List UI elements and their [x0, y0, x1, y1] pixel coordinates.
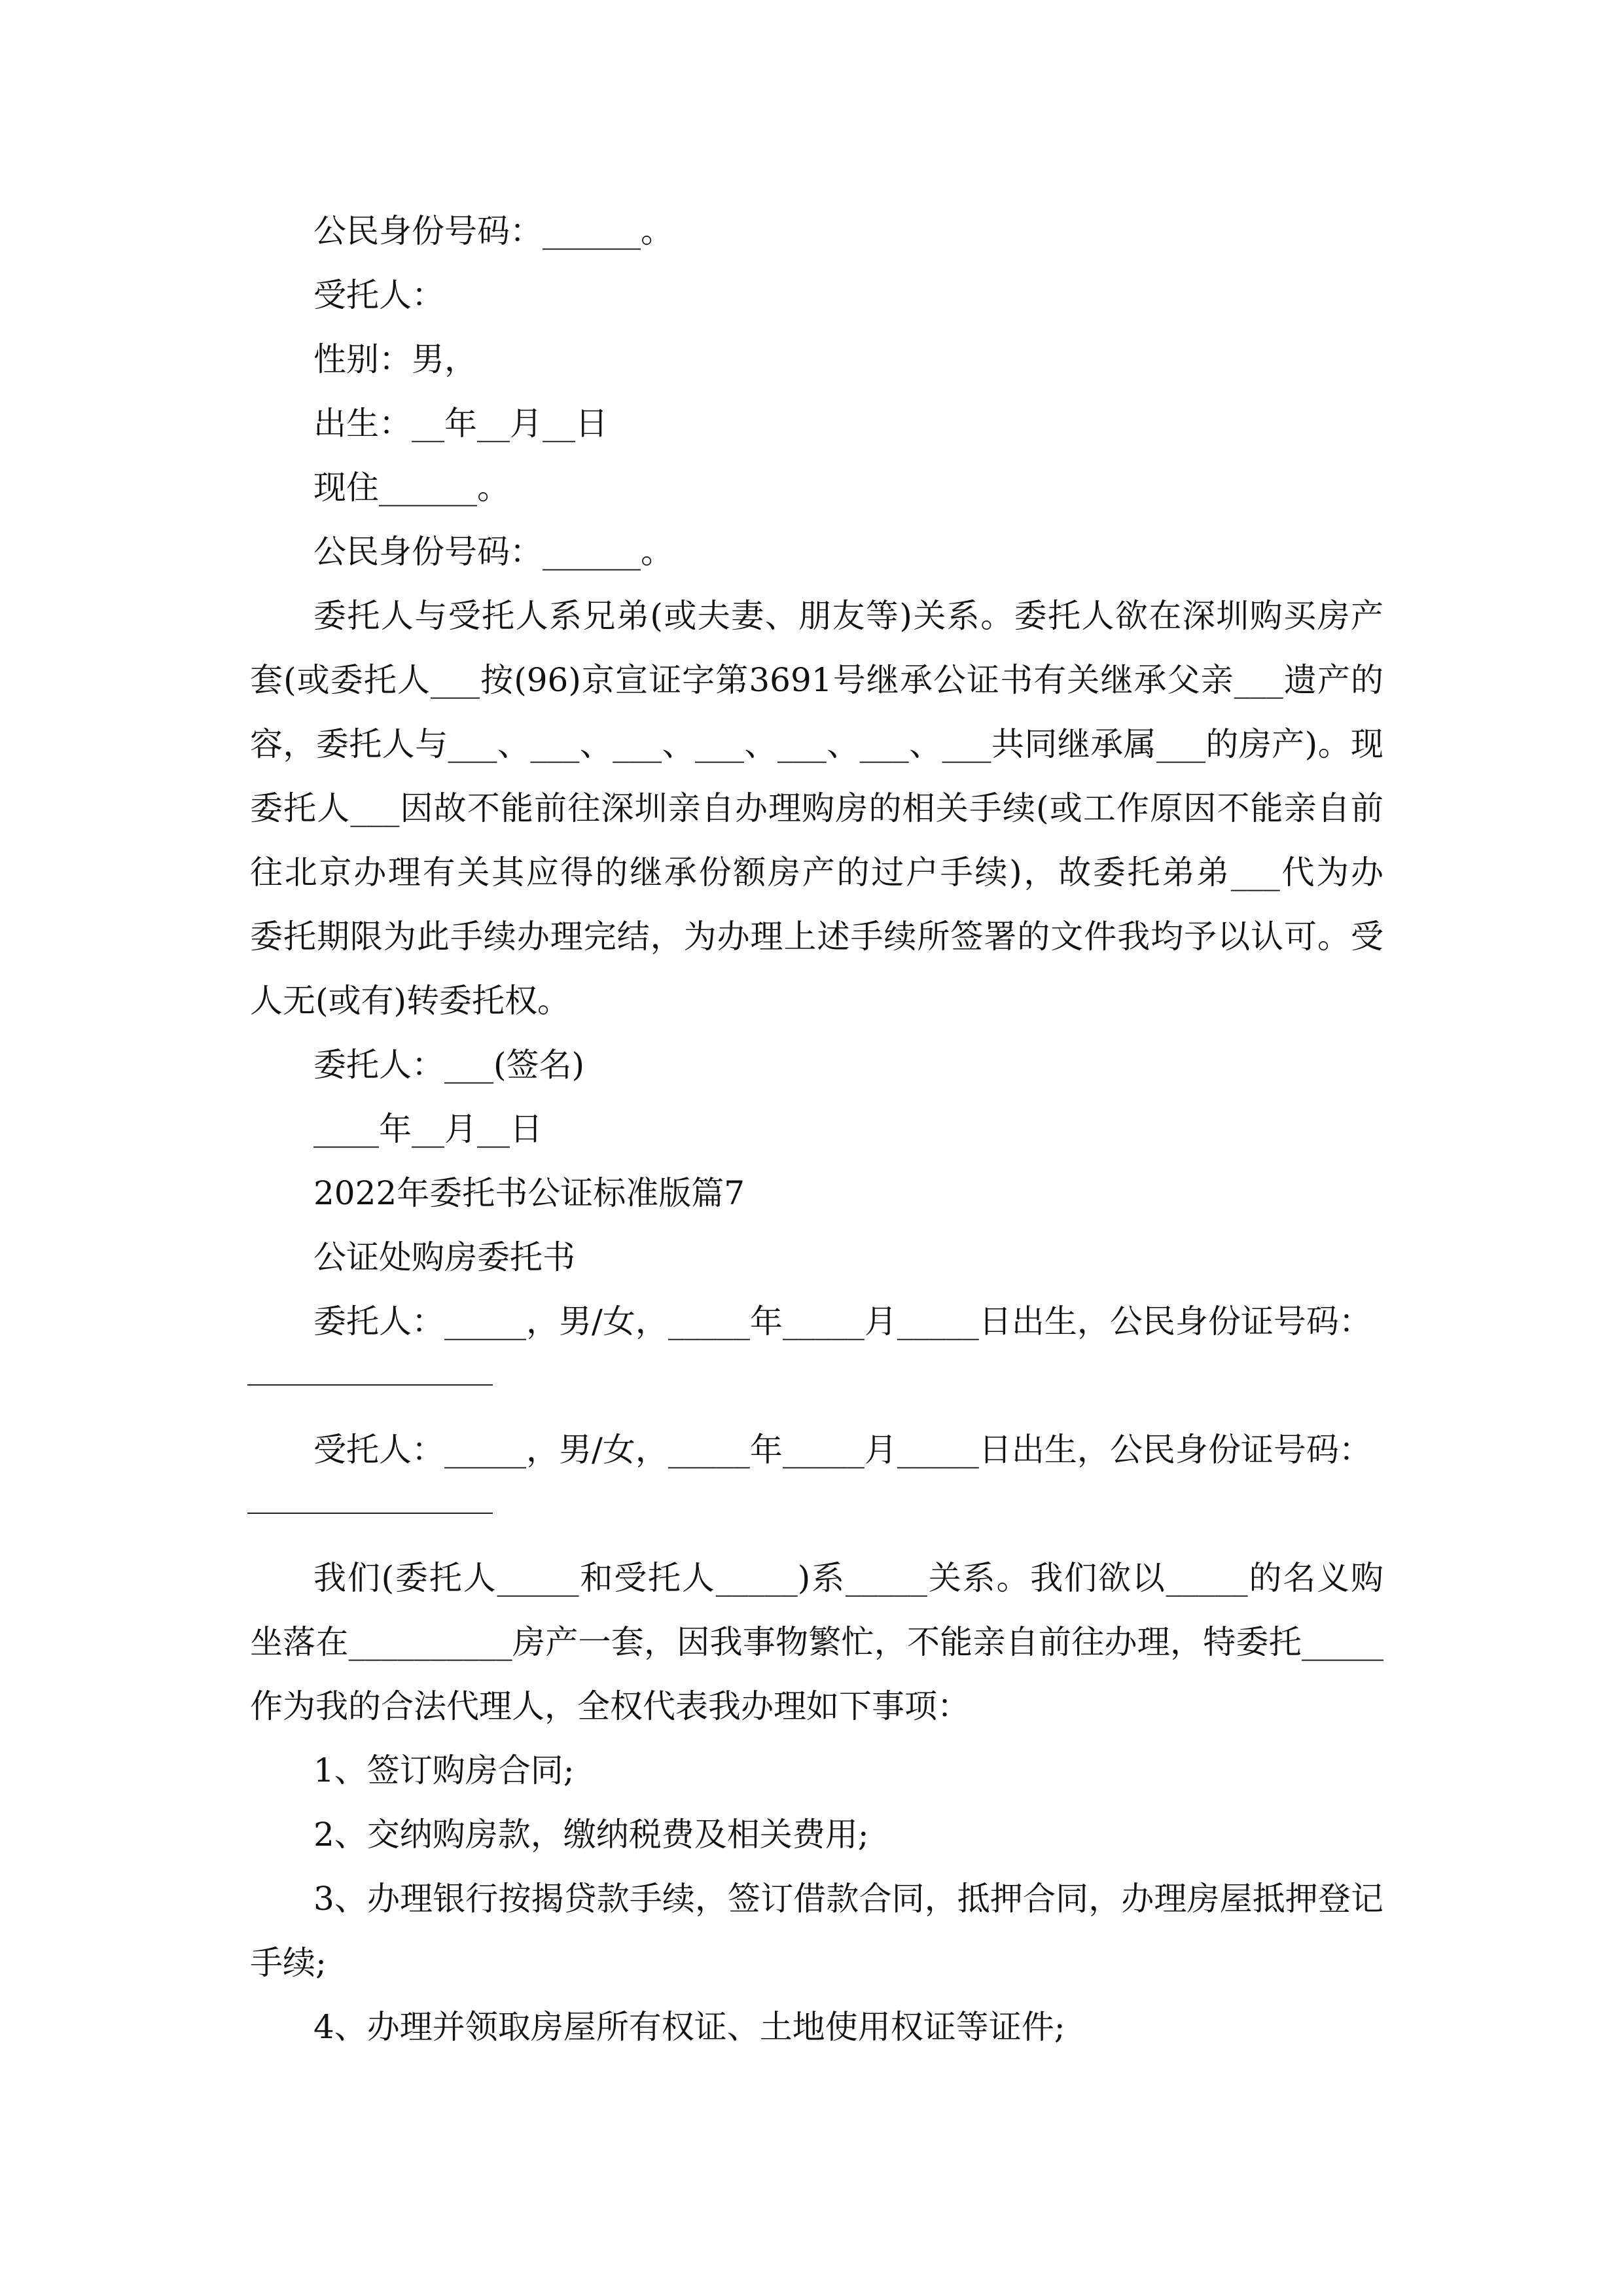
text-line: 委托人：___(签名) [313, 1046, 585, 1084]
document-body [250, 199, 1383, 2059]
text-line: 人无(或有)转委托权。 [250, 982, 571, 1020]
text-line: 受托人： [313, 276, 444, 314]
text-line: 4、办理并领取房屋所有权证、土地使用权证等证件; [313, 2008, 1065, 2046]
text-line: 坐落在__________房产一套，因我事物繁忙，不能亲自前往办理，特委托_____ [250, 1623, 1383, 1661]
text-line: 套(或委托人___按(96)京宣证字第3691号继承公证书有关继承父亲___遗产的 [250, 661, 1383, 699]
text-line: 受托人：_____，男/女，_____年_____月_____日出生，公民身份证号码： [313, 1431, 1372, 1469]
blank-fill-line [250, 1354, 1383, 1418]
text-line: 委托人___因故不能前往深圳亲自办理购房的相关手续(或工作原因不能亲自前 [250, 789, 1383, 827]
text-line: 公民身份号码：______。 [313, 212, 673, 250]
text-line: ____年__月__日 [313, 1110, 543, 1148]
text-line: 2、交纳购房款，缴纳税费及相关费用; [313, 1816, 869, 1854]
text-line: 2022年委托书公证标准版篇7 [313, 1174, 745, 1212]
text-line: 往北京办理有关其应得的继承份额房产的过户手续)，故委托弟弟___代为办 [250, 853, 1383, 891]
text-line: 委托人与受托人系兄弟(或夫妻、朋友等)关系。委托人欲在深圳购买房产 [313, 597, 1383, 635]
text-line: 公证处购房委托书 [313, 1238, 575, 1276]
text-line: 性别：男， [313, 340, 477, 378]
text-line: 公民身份号码：______。 [313, 533, 673, 571]
underline-blank [247, 1384, 493, 1386]
text-line: 作为我的合法代理人，全权代表我办理如下事项： [250, 1687, 970, 1725]
blank-fill-line [250, 1482, 1383, 1546]
text-line: 出生：__年__月__日 [313, 404, 608, 442]
text-line: 手续; [250, 1944, 327, 1982]
underline-blank [247, 1513, 493, 1514]
text-line: 3、办理银行按揭贷款手续，签订借款合同，抵押合同，办理房屋抵押登记 [313, 1880, 1383, 1918]
text-line: 1、签订购房合同; [313, 1751, 575, 1789]
text-line: 现住______。 [313, 469, 510, 507]
text-line: 我们(委托人_____和受托人_____)系_____关系。我们欲以_____的名义购 [313, 1559, 1383, 1597]
text-line: 委托期限为此手续办理完结，为办理上述手续所签署的文件我均予以认可。受 [250, 918, 1383, 956]
text-line: 容，委托人与___、___、___、___、___、___、___共同继承属___的房产)。现 [250, 725, 1383, 763]
text-line: 委托人：_____，男/女，_____年_____月_____日出生，公民身份证号码： [313, 1302, 1372, 1340]
